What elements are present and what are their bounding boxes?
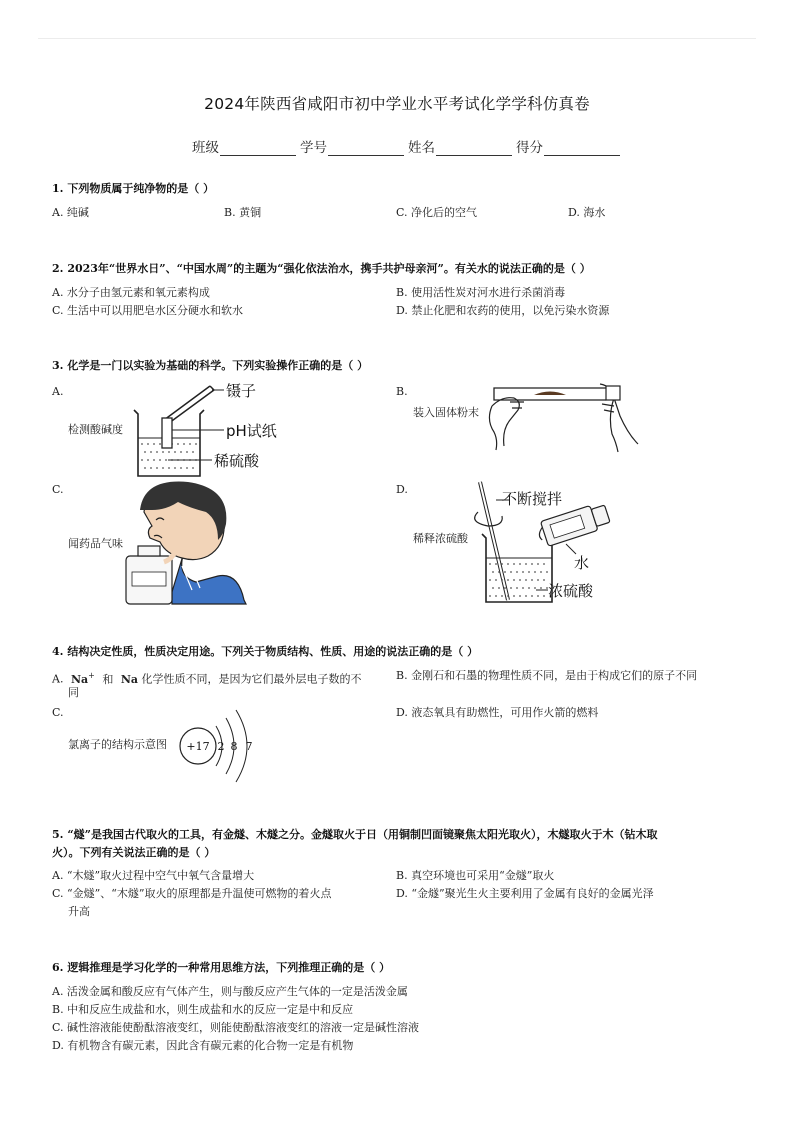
q5-option-b[interactable]: B. 真空环境也可采用“金燧”取火 (396, 869, 555, 882)
score-blank[interactable] (544, 141, 620, 156)
q2-option-d[interactable]: D. 禁止化肥和农药的使用，以免污染水资源 (396, 304, 610, 317)
q4-option-d[interactable]: D. 液态氧具有助燃性，可用作火箭的燃料 (396, 706, 599, 719)
q3-caption-b: 装入固体粉末 (413, 406, 479, 419)
q4-option-a-text: 化学性质不同，是因为它们最外层电子数的不 (141, 672, 362, 686)
q6-option-a[interactable]: A. 活泼金属和酸反应有气体产生，则与酸反应产生气体的一定是活泼金属 (52, 985, 408, 998)
smelling-figure (126, 480, 248, 606)
q4-option-b[interactable]: B. 金刚石和石墨的物理性质不同，是由于构成它们的原子不同 (396, 669, 698, 682)
q2-option-b[interactable]: B. 使用活性炭对河水进行杀菌消毒 (396, 286, 566, 299)
conc-acid-label: 浓硫酸 (548, 582, 594, 600)
name-label: 姓名 (408, 140, 435, 156)
pouring-bottle-icon (535, 501, 611, 548)
dilute-acid-label: 稀硫酸 (214, 452, 260, 470)
q5-option-c[interactable]: C. “金燧”、“木燧”取火的原理都是升温使可燃物的着火点 (52, 887, 332, 900)
sodium-ion-symbol: Na (70, 672, 89, 686)
sodium-ion-charge: + (88, 671, 95, 680)
q1-option-a[interactable]: A. 纯碱 (52, 206, 89, 219)
name-blank[interactable] (436, 141, 512, 156)
sodium-atom-symbol: Na (120, 672, 139, 686)
question-4-stem: 4. 结构决定性质，性质决定用途。下列关于物质结构、性质、用途的说法正确的是（ ） (52, 645, 479, 658)
q3-caption-a: 检测酸碱度 (68, 423, 123, 436)
hand-right-icon (600, 384, 638, 452)
name-field[interactable] (408, 136, 512, 156)
chloride-ion-diagram (176, 706, 266, 786)
q1-option-b[interactable]: B. 黄铜 (224, 206, 262, 219)
q5-option-a[interactable]: A. “木燧”取火过程中空气中氧气含量增大 (52, 869, 255, 882)
q1-option-c[interactable]: C. 净化后的空气 (396, 206, 478, 219)
class-label: 班级 (192, 140, 219, 156)
question-3-stem: 3. 化学是一门以实验为基础的科学。下列实验操作正确的是（ ） (52, 359, 369, 372)
question-5-stem-line2: 火）。下列有关说法正确的是（ ） (52, 846, 216, 859)
q3-caption-d: 稀释浓硫酸 (413, 532, 468, 545)
q3-option-d-letter[interactable]: D. (396, 483, 408, 496)
stir-label: 不断搅拌 (502, 490, 563, 508)
sweater-icon (172, 552, 246, 604)
q3-option-c-letter[interactable]: C. (52, 483, 64, 496)
q6-option-c[interactable]: C. 碱性溶液能使酚酞溶液变红，则能使酚酞溶液变红的溶液一定是碱性溶液 (52, 1021, 420, 1034)
score-label: 得分 (516, 140, 543, 156)
q6-option-d[interactable]: D. 有机物含有碳元素，因此含有碳元素的化合物一定是有机物 (52, 1039, 354, 1052)
q6-option-b[interactable]: B. 中和反应生成盐和水，则生成盐和水的反应一定是中和反应 (52, 1003, 354, 1016)
q2-option-c[interactable]: C. 生活中可以用肥皂水区分硬水和软水 (52, 304, 244, 317)
student-id-field[interactable] (300, 136, 404, 156)
q3-option-a-letter[interactable]: A. (52, 385, 64, 398)
question-6-stem: 6. 逻辑推理是学习化学的一种常用思维方法，下列推理正确的是（ ） (52, 961, 391, 974)
chloride-ion-caption: 氯离子的结构示意图 (68, 738, 167, 751)
student-id-blank[interactable] (328, 141, 404, 156)
q4-option-a[interactable] (52, 668, 362, 688)
tweezers-label: 镊子 (226, 382, 257, 400)
shell-2-electrons: 8 (230, 740, 238, 753)
hand-left-icon (489, 398, 524, 450)
q5-option-c-cont[interactable]: 升高 (68, 905, 90, 918)
shell-1-electrons: 2 (217, 740, 225, 753)
q4-option-a-cont[interactable]: 同 (68, 686, 79, 699)
score-field[interactable] (516, 136, 620, 156)
dilution-figure (476, 478, 646, 606)
ph-paper-strip (162, 418, 172, 448)
nucleus-charge: +17 (186, 740, 210, 753)
ph-test-figure (128, 380, 298, 480)
q4-and: 和 (102, 672, 114, 686)
page-top-rule (38, 38, 756, 39)
question-1-stem: 1. 下列物质属于纯净物的是（ ） (52, 182, 215, 195)
reagent-bottle-icon (126, 546, 172, 604)
q2-option-a[interactable]: A. 水分子由氢元素和氧元素构成 (52, 286, 210, 299)
question-5-stem-line1: 5. “燧”是我国古代取火的工具，有金燧、木燧之分。金燧取火于日（用铜制凹面镜聚焦太阳光取火），木燧取火于木（钻木取 (52, 828, 658, 841)
water-label: 水 (574, 554, 590, 572)
test-tube-powder-figure (488, 376, 648, 456)
q3-option-b-letter[interactable]: B. (396, 385, 408, 398)
ph-paper-label: pH试纸 (226, 422, 277, 440)
q1-option-d[interactable]: D. 海水 (568, 206, 606, 219)
student-info-fields (192, 136, 624, 156)
q3-caption-c: 闻药品气味 (68, 537, 123, 550)
q4-option-c[interactable]: C. (52, 706, 64, 719)
q4-option-a-letter: A. (52, 672, 64, 686)
student-id-label: 学号 (300, 140, 327, 156)
q5-option-d[interactable]: D. “金燧”聚光生火主要利用了金属有良好的金属光泽 (396, 887, 654, 900)
exam-title: 2024年陕西省咸阳市初中学业水平考试化学学科仿真卷 (204, 95, 590, 113)
question-2-stem: 2. 2023年“世界水日”、“中国水周”的主题为“强化依法治水，携手共护母亲河”。有关水的说法正确的是（ ） (52, 262, 591, 275)
class-blank[interactable] (220, 141, 296, 156)
class-field[interactable] (192, 136, 296, 156)
shell-3-electrons: 7 (245, 740, 253, 753)
